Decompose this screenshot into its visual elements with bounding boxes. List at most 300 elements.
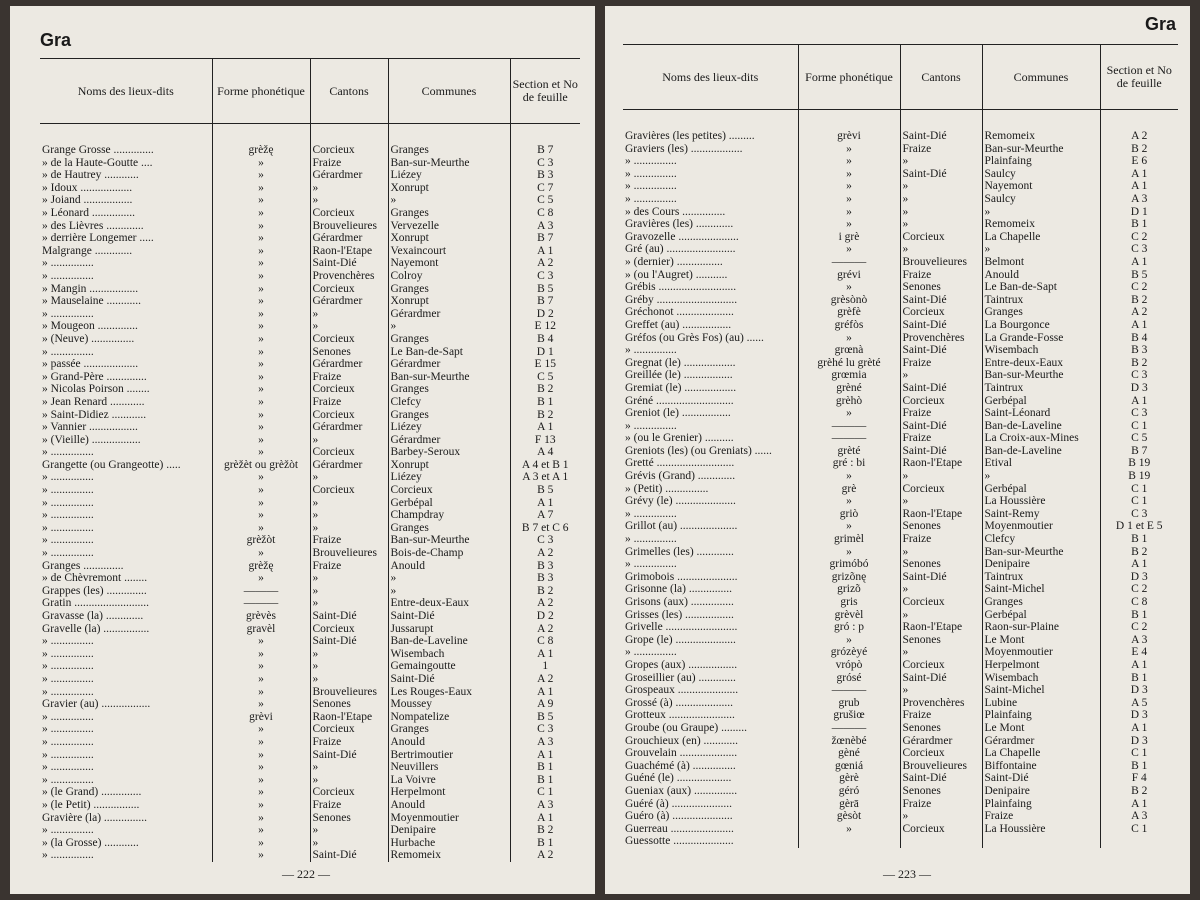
cell-place-name: Grisses (les) ................. [625, 608, 734, 621]
table-row [623, 281, 1178, 294]
cell-place-name: Grossé (à) .................... [625, 696, 733, 709]
table-row [623, 457, 1178, 470]
cell-section: D 2 [510, 308, 580, 321]
table-row [40, 660, 580, 673]
cell-place-name: » Grand-Père .............. [42, 370, 147, 383]
cell-phonetic: » [212, 207, 310, 220]
cell-place-name: » ............... [42, 647, 94, 660]
table-row [40, 585, 580, 598]
cell-canton: Corcieux [900, 596, 982, 609]
cell-phonetic: » [212, 182, 310, 195]
table-row [40, 736, 580, 749]
cell-commune: Colroy [388, 270, 510, 283]
cell-place-name: Grébis ........................... [625, 281, 737, 294]
cell-section: A 1 [1100, 168, 1178, 181]
cell-phonetic: » [212, 346, 310, 359]
table-row [623, 646, 1178, 659]
cell-commune: Saint-Remy [982, 508, 1100, 521]
cell-phonetic: » [212, 169, 310, 182]
page-header: Gra [40, 30, 72, 50]
cell-section: B 5 [1100, 269, 1178, 282]
cell-place-name: » ............... [625, 167, 677, 180]
cell-section: B 1 [1100, 760, 1178, 773]
table-row [623, 269, 1178, 282]
table-row [40, 509, 580, 522]
cell-commune: Anould [982, 269, 1100, 282]
cell-place-name: » Saint-Didiez ............ [42, 408, 147, 421]
cell-canton: Senones [310, 346, 388, 359]
table-row [623, 583, 1178, 596]
cell-section: C 7 [510, 182, 580, 195]
cell-phonetic: » [212, 774, 310, 787]
cell-phonetic: » [212, 232, 310, 245]
cell-place-name: Graviers (les) .................. [625, 142, 743, 155]
table-row [40, 761, 580, 774]
table-row [623, 508, 1178, 521]
cell-canton: Saint-Dié [900, 571, 982, 584]
cell-canton: Corcieux [310, 786, 388, 799]
table-row [623, 155, 1178, 168]
spacer-row [40, 124, 580, 145]
cell-place-name: Guéro (à) ..................... [625, 810, 733, 823]
cell-phonetic: » [212, 761, 310, 774]
col-header-phonetic: Forme phonétique [212, 59, 310, 124]
cell-commune: » [982, 206, 1100, 219]
cell-canton: Senones [900, 785, 982, 798]
cell-commune: La Houssière [982, 823, 1100, 836]
table-row [623, 206, 1178, 219]
cell-section: C 1 [1100, 747, 1178, 760]
table-row [623, 407, 1178, 420]
cell-place-name: » ............... [42, 345, 94, 358]
cell-phonetic: grèvi [212, 711, 310, 724]
cell-place-name: Malgrange ............. [42, 244, 133, 257]
cell-commune: » [982, 470, 1100, 483]
cell-commune: Xonrupt [388, 182, 510, 195]
cell-phonetic: » [798, 218, 900, 231]
cell-phonetic: ——— [798, 420, 900, 433]
table-row [623, 143, 1178, 156]
cell-phonetic: grèfè [798, 306, 900, 319]
cell-canton: » [310, 673, 388, 686]
cell-canton: » [900, 218, 982, 231]
table-row [40, 220, 580, 233]
cell-section: D 2 [510, 610, 580, 623]
cell-section: F 4 [1100, 772, 1178, 785]
cell-phonetic: » [798, 168, 900, 181]
cell-section: C 3 [510, 723, 580, 736]
cell-place-name: Greniot (le) ................. [625, 407, 731, 420]
table-row [623, 747, 1178, 760]
cell-section: A 7 [510, 509, 580, 522]
cell-phonetic: » [798, 243, 900, 256]
cell-place-name: » ............... [42, 735, 94, 748]
cell-phonetic: ——— [798, 722, 900, 735]
cell-commune: Granges [388, 522, 510, 535]
cell-canton: » [900, 470, 982, 483]
cell-canton: Senones [900, 558, 982, 571]
cell-phonetic: » [212, 673, 310, 686]
cell-canton: Saint-Dié [900, 168, 982, 181]
cell-canton: Saint-Dié [900, 445, 982, 458]
table-row [623, 357, 1178, 370]
cell-phonetic: gravèl [212, 623, 310, 636]
cell-section: 1 [510, 660, 580, 673]
cell-section: A 3 [510, 220, 580, 233]
cell-place-name: » ............... [42, 446, 94, 459]
cell-phonetic: ——— [798, 256, 900, 269]
cell-phonetic: » [212, 471, 310, 484]
cell-commune: Plainfaing [982, 709, 1100, 722]
table-row [40, 560, 580, 573]
cell-phonetic: gèsòt [798, 810, 900, 823]
cell-place-name: Greillée (le) ................. [625, 369, 733, 382]
cell-phonetic: » [212, 383, 310, 396]
cell-place-name: Grévy (le) ..................... [625, 495, 736, 508]
cell-section: A 1 [1100, 180, 1178, 193]
cell-canton: Corcieux [310, 723, 388, 736]
cell-phonetic: » [212, 358, 310, 371]
cell-canton: » [900, 369, 982, 382]
cell-commune: Moyenmoutier [982, 646, 1100, 659]
table-row [40, 484, 580, 497]
cell-place-name: Gravasse (la) ............. [42, 610, 144, 623]
cell-phonetic: i grè [798, 231, 900, 244]
cell-section: C 3 [510, 270, 580, 283]
cell-canton: » [900, 684, 982, 697]
cell-commune: Nayemont [982, 180, 1100, 193]
cell-place-name: Grope (le) ..................... [625, 633, 736, 646]
table-row [40, 157, 580, 170]
cell-place-name: » (Petit) ............... [625, 482, 709, 495]
cell-place-name: Granges .............. [42, 559, 124, 572]
cell-commune: Remomeix [388, 849, 510, 862]
cell-phonetic: » [212, 648, 310, 661]
cell-commune: Moyenmoutier [388, 811, 510, 824]
cell-place-name: » Mougeon .............. [42, 320, 138, 333]
cell-commune: Belmont [982, 256, 1100, 269]
cell-place-name: » ............... [625, 419, 677, 432]
cell-section: A 1 [510, 245, 580, 258]
cell-commune: » [388, 194, 510, 207]
table-row [623, 546, 1178, 559]
cell-phonetic: grèné [798, 382, 900, 395]
cell-phonetic: » [212, 824, 310, 837]
cell-phonetic: grèhò [798, 394, 900, 407]
cell-phonetic: » [798, 634, 900, 647]
cell-section: B 5 [510, 283, 580, 296]
cell-phonetic: » [212, 446, 310, 459]
table-row [623, 520, 1178, 533]
table-row [40, 308, 580, 321]
cell-phonetic: » [212, 509, 310, 522]
table-row [40, 723, 580, 736]
cell-section: B 3 [510, 560, 580, 573]
cell-commune: Granges [388, 383, 510, 396]
table-row [623, 420, 1178, 433]
table-row [623, 659, 1178, 672]
cell-section: A 2 [1100, 306, 1178, 319]
cell-phonetic: » [212, 484, 310, 497]
cell-phonetic: ——— [798, 684, 900, 697]
cell-commune: Saint-Léonard [982, 407, 1100, 420]
cell-place-name: » ............... [625, 558, 677, 571]
cell-place-name: Grévis (Grand) ............. [625, 470, 736, 483]
cell-place-name: Gravier (au) ................. [42, 698, 151, 711]
cell-canton: Corcieux [900, 659, 982, 672]
cell-section: C 3 [510, 534, 580, 547]
cell-commune: Liézey [388, 169, 510, 182]
cell-place-name: » des Lièvres ............. [42, 219, 144, 232]
cell-commune: Ban-sur-Meurthe [388, 534, 510, 547]
cell-canton: » [310, 824, 388, 837]
cell-section: C 3 [1100, 508, 1178, 521]
table-row [40, 446, 580, 459]
cell-phonetic: » [212, 635, 310, 648]
cell-commune: Hurbache [388, 837, 510, 850]
table-row [623, 760, 1178, 773]
cell-section: D 3 [1100, 684, 1178, 697]
table-row [40, 673, 580, 686]
cell-place-name: Grisonne (la) ............... [625, 583, 732, 596]
cell-canton: Brouvelieures [310, 547, 388, 560]
cell-phonetic: » [212, 320, 310, 333]
cell-commune: Bois-de-Champ [388, 547, 510, 560]
cell-section: D 1 [1100, 206, 1178, 219]
cell-place-name: » ............... [42, 269, 94, 282]
cell-commune: Clefcy [982, 533, 1100, 546]
cell-phonetic: » [798, 332, 900, 345]
cell-commune: Les Rouges-Eaux [388, 686, 510, 699]
cell-phonetic: ——— [212, 597, 310, 610]
cell-section: C 1 [510, 786, 580, 799]
cell-commune: Entre-deux-Eaux [388, 597, 510, 610]
cell-section: E 12 [510, 320, 580, 333]
table-row [40, 434, 580, 447]
cell-section: B 2 [1100, 143, 1178, 156]
cell-phonetic: » [212, 522, 310, 535]
cell-commune: Saulcy [982, 168, 1100, 181]
cell-canton: Fraize [900, 797, 982, 810]
cell-canton: Brouvelieures [900, 760, 982, 773]
table-row [40, 774, 580, 787]
cell-canton: Corcieux [900, 483, 982, 496]
cell-commune: Le Ban-de-Sapt [388, 346, 510, 359]
table-header-row [40, 59, 580, 124]
cell-place-name: » ............... [42, 521, 94, 534]
cell-section: C 2 [1100, 231, 1178, 244]
cell-commune: Granges [388, 207, 510, 220]
table-row [623, 558, 1178, 571]
cell-commune [982, 835, 1100, 848]
cell-canton: Raon-l'Etape [900, 508, 982, 521]
cell-place-name: » de Hautrey ............ [42, 169, 139, 182]
cell-commune: Gérardmer [982, 735, 1100, 748]
cell-phonetic: vrópò [798, 659, 900, 672]
cell-place-name: Grange Grosse .............. [42, 144, 154, 157]
cell-place-name: » ............... [42, 509, 94, 522]
cell-section: D 1 et E 5 [1100, 520, 1178, 533]
table-row [623, 382, 1178, 395]
cell-canton: Corcieux [310, 484, 388, 497]
cell-place-name: Gravozelle ..................... [625, 230, 739, 243]
cell-commune: Herpelmont [982, 659, 1100, 672]
cell-commune: Denipaire [388, 824, 510, 837]
table-row [40, 534, 580, 547]
cell-place-name: » ............... [42, 849, 94, 862]
cell-phonetic: grèžę [212, 560, 310, 573]
cell-section: B 19 [1100, 457, 1178, 470]
table-row [623, 445, 1178, 458]
cell-canton: » [900, 206, 982, 219]
table-row [623, 810, 1178, 823]
cell-commune: Ban-sur-Meurthe [982, 369, 1100, 382]
cell-phonetic: grèžòt [212, 534, 310, 547]
table-row [623, 634, 1178, 647]
cell-phonetic: grušiœ [798, 709, 900, 722]
table-row [623, 722, 1178, 735]
table-row [623, 483, 1178, 496]
page-number: — 223 — [883, 867, 931, 881]
cell-phonetic: » [798, 206, 900, 219]
cell-section: C 3 [510, 157, 580, 170]
cell-section: A 3 [1100, 634, 1178, 647]
table-row [623, 432, 1178, 445]
cell-place-name: » ............... [42, 773, 94, 786]
cell-place-name: » ............... [42, 307, 94, 320]
cell-phonetic: grèžę [212, 144, 310, 157]
cell-canton: Senones [310, 698, 388, 711]
table-row [40, 182, 580, 195]
cell-section: C 8 [1100, 596, 1178, 609]
table-row [623, 672, 1178, 685]
cell-place-name: Gravière (la) ............... [42, 811, 148, 824]
cell-phonetic: » [798, 495, 900, 508]
table-row [40, 333, 580, 346]
table-header-row [623, 45, 1178, 110]
table-body [623, 110, 1178, 848]
cell-canton: Corcieux [310, 623, 388, 636]
cell-section: A 2 [510, 547, 580, 560]
cell-phonetic: grèvi [798, 130, 900, 143]
cell-section: C 3 [1100, 369, 1178, 382]
table-row [623, 394, 1178, 407]
cell-place-name: » (Neuve) ............... [42, 332, 135, 345]
cell-section: A 1 [510, 421, 580, 434]
cell-place-name: » Vannier ................. [42, 421, 138, 434]
cell-canton: Fraize [310, 371, 388, 384]
table-row [40, 371, 580, 384]
cell-place-name: » (la Grosse) ............ [42, 836, 139, 849]
cell-place-name: » Nicolas Poirson ........ [42, 383, 150, 396]
cell-commune: Taintrux [982, 382, 1100, 395]
cell-place-name: » ............... [42, 547, 94, 560]
cell-canton: Saint-Dié [900, 319, 982, 332]
cell-phonetic: » [212, 295, 310, 308]
table-row [623, 735, 1178, 748]
page-number: — 222 — [282, 867, 330, 881]
cell-section: C 1 [1100, 483, 1178, 496]
cell-canton: Saint-Dié [310, 849, 388, 862]
cell-place-name: Grouvelain .................... [625, 747, 738, 760]
cell-section: B 1 [1100, 218, 1178, 231]
cell-commune: Nayemont [388, 257, 510, 270]
cell-phonetic: » [212, 194, 310, 207]
cell-phonetic: gréfòs [798, 319, 900, 332]
table-row [623, 193, 1178, 206]
cell-commune: La Bourgonce [982, 319, 1100, 332]
left-page [10, 6, 595, 894]
cell-canton: Senones [310, 811, 388, 824]
cell-place-name: » passée ................... [42, 358, 139, 371]
table-row [40, 295, 580, 308]
cell-section: B 2 [1100, 357, 1178, 370]
cell-commune: Wisembach [982, 672, 1100, 685]
cell-section: A 2 [1100, 130, 1178, 143]
cell-place-name: » ............... [42, 685, 94, 698]
cell-section: C 2 [1100, 621, 1178, 634]
cell-phonetic: » [212, 371, 310, 384]
cell-section: C 5 [510, 194, 580, 207]
cell-section: A 3 et A 1 [510, 471, 580, 484]
cell-canton: » [310, 837, 388, 850]
cell-canton: Saint-Dié [310, 610, 388, 623]
table-row [623, 835, 1178, 848]
cell-commune: Biffontaine [982, 760, 1100, 773]
cell-commune: Wisembach [388, 648, 510, 661]
cell-phonetic: » [212, 723, 310, 736]
cell-commune: Gerbépal [388, 497, 510, 510]
cell-section: A 9 [510, 698, 580, 711]
cell-place-name: » ............... [42, 672, 94, 685]
cell-section: A 1 [1100, 722, 1178, 735]
table-row [40, 169, 580, 182]
cell-place-name: » de la Haute-Goutte .... [42, 156, 153, 169]
cell-commune: Wisembach [982, 344, 1100, 357]
cell-phonetic: » [212, 736, 310, 749]
cell-phonetic: » [798, 546, 900, 559]
cell-place-name: » ............... [42, 710, 94, 723]
table-row [40, 686, 580, 699]
cell-place-name: » ............... [42, 761, 94, 774]
cell-section: A 2 [510, 673, 580, 686]
cell-commune: La Voivre [388, 774, 510, 787]
cell-section: E 15 [510, 358, 580, 371]
cell-canton: Saint-Dié [900, 772, 982, 785]
cell-canton: » [310, 597, 388, 610]
cell-commune: Saint-Dié [982, 772, 1100, 785]
cell-section: C 3 [1100, 407, 1178, 420]
cell-canton: Raon-l'Etape [310, 245, 388, 258]
cell-commune: Barbey-Seroux [388, 446, 510, 459]
cell-canton: » [310, 182, 388, 195]
cell-commune: Granges [982, 306, 1100, 319]
cell-section: A 3 [510, 736, 580, 749]
cell-place-name: Gré (au) ........................ [625, 243, 736, 256]
cell-canton: Saint-Dié [900, 672, 982, 685]
cell-commune: Saint-Michel [982, 583, 1100, 596]
cell-canton: Fraize [900, 709, 982, 722]
cell-place-name: » (le Grand) .............. [42, 786, 142, 799]
cell-canton: » [310, 522, 388, 535]
table-row [40, 522, 580, 535]
cell-phonetic: » [212, 799, 310, 812]
cell-commune: Gérardmer [388, 358, 510, 371]
cell-canton: Saint-Dié [900, 130, 982, 143]
cell-commune: Champdray [388, 509, 510, 522]
cell-phonetic: grèžèt ou grèžòt [212, 459, 310, 472]
cell-canton: Raon-l'Etape [900, 457, 982, 470]
